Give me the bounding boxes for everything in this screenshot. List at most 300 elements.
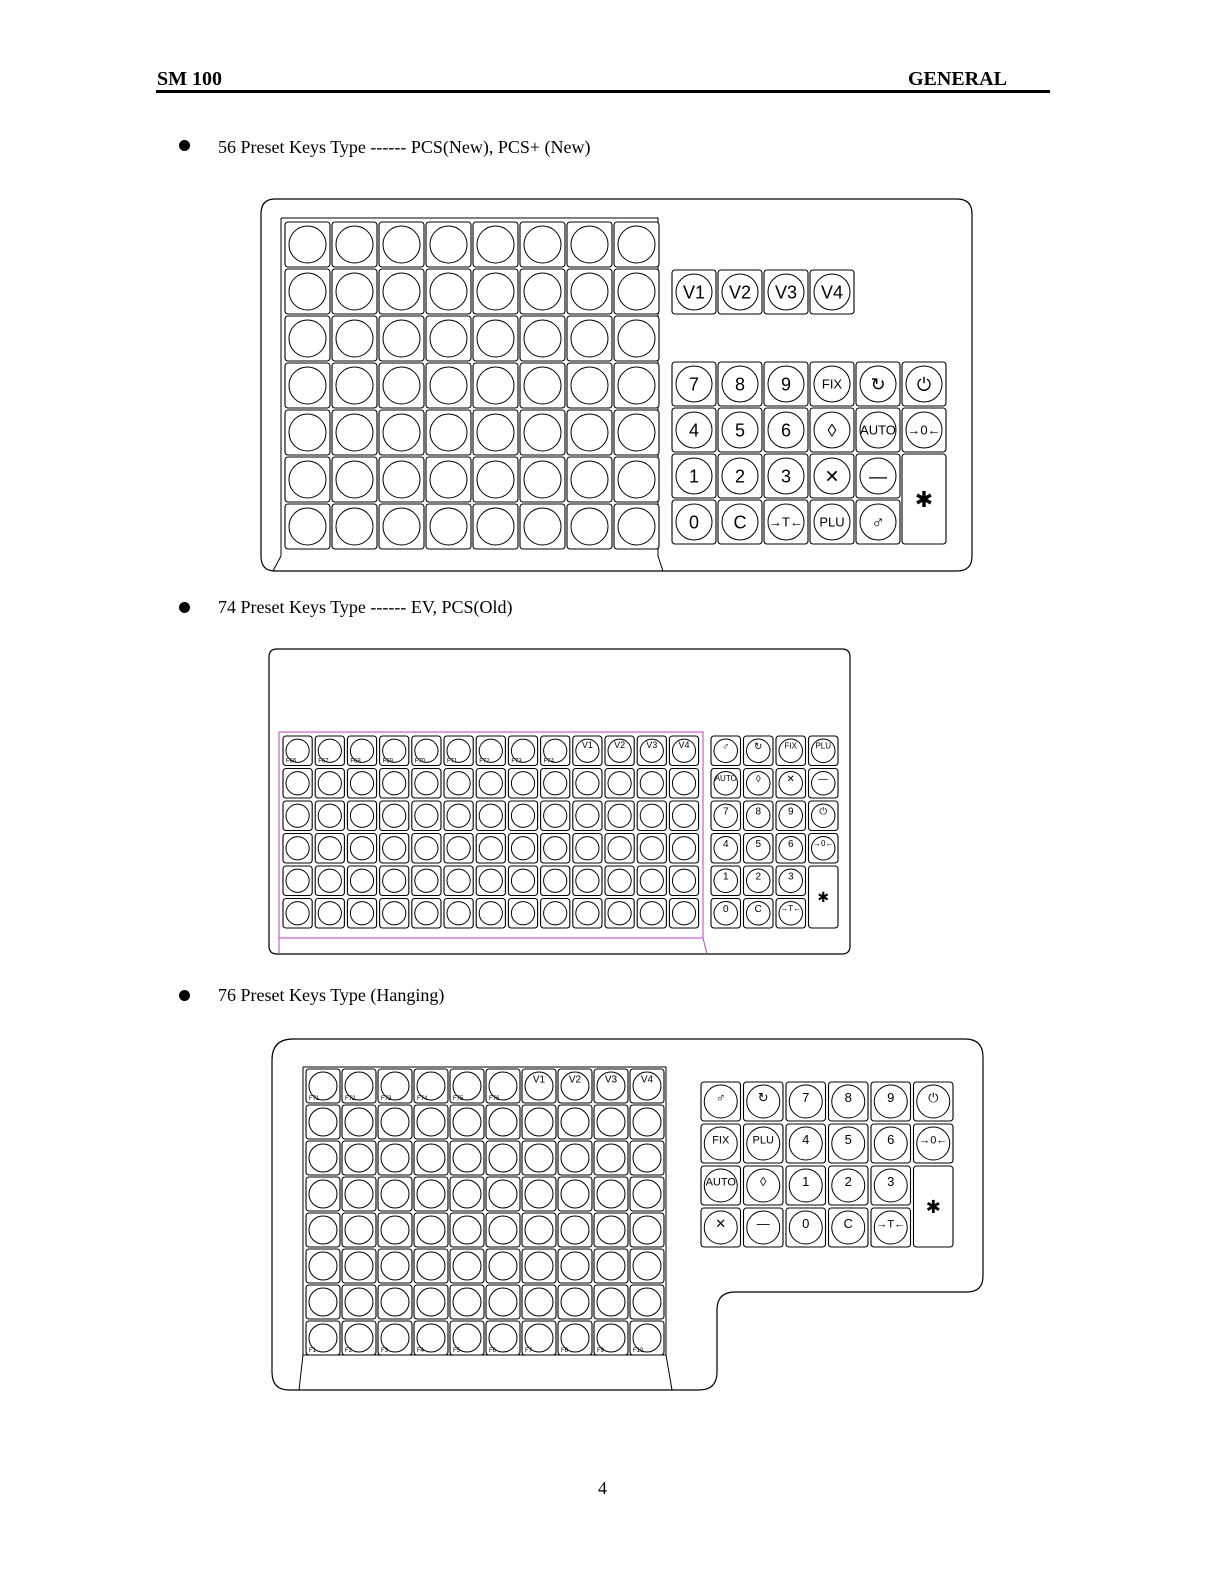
- clear-key[interactable]: [829, 1208, 869, 1247]
- power-key[interactable]: [914, 1082, 954, 1121]
- preset-key[interactable]: [605, 834, 634, 864]
- key-v3[interactable]: [594, 1069, 628, 1103]
- preset-key[interactable]: [522, 1285, 556, 1319]
- preset-key[interactable]: [486, 1141, 520, 1175]
- preset-key[interactable]: [573, 899, 602, 929]
- preset-key[interactable]: [508, 801, 537, 831]
- preset-key[interactable]: [414, 1285, 448, 1319]
- key-3[interactable]: [871, 1166, 911, 1205]
- preset-key[interactable]: [315, 866, 344, 896]
- preset-key[interactable]: [567, 410, 612, 455]
- preset-key[interactable]: [283, 866, 312, 896]
- page-number: 4: [598, 1478, 607, 1498]
- preset-key[interactable]: [558, 1321, 592, 1355]
- preset-key[interactable]: [380, 769, 409, 799]
- preset-key[interactable]: [380, 736, 409, 766]
- preset-key[interactable]: [444, 736, 473, 766]
- preset-key[interactable]: [567, 316, 612, 361]
- preset-key[interactable]: [558, 1285, 592, 1319]
- preset-key[interactable]: [573, 866, 602, 896]
- prepack-key[interactable]: [810, 408, 854, 452]
- preset-key[interactable]: [630, 1213, 664, 1247]
- multiply-key[interactable]: [810, 454, 854, 498]
- preset-key[interactable]: [414, 1069, 448, 1103]
- key-8[interactable]: [744, 801, 774, 831]
- preset-key[interactable]: [567, 457, 612, 502]
- preset-key[interactable]: [541, 736, 570, 766]
- preset-key[interactable]: [378, 1249, 412, 1283]
- key-2[interactable]: [718, 454, 762, 498]
- preset-key[interactable]: [594, 1141, 628, 1175]
- preset-key[interactable]: [285, 504, 330, 549]
- fix-key[interactable]: [810, 362, 854, 406]
- key-1[interactable]: [711, 866, 741, 896]
- clear-key[interactable]: [744, 899, 774, 929]
- preset-key[interactable]: [426, 363, 471, 408]
- preset-key[interactable]: [379, 504, 424, 549]
- preset-key[interactable]: [573, 834, 602, 864]
- preset-key[interactable]: [486, 1177, 520, 1211]
- tare-key[interactable]: [776, 899, 806, 929]
- preset-key[interactable]: [614, 222, 659, 267]
- preset-key[interactable]: [306, 1105, 340, 1139]
- key-2[interactable]: [829, 1166, 869, 1205]
- key-v2[interactable]: [718, 270, 762, 314]
- preset-key[interactable]: [285, 316, 330, 361]
- key-0[interactable]: [786, 1208, 826, 1247]
- preset-key[interactable]: [473, 504, 518, 549]
- zero-key[interactable]: [902, 408, 946, 452]
- preset-key[interactable]: [522, 1213, 556, 1247]
- key-0[interactable]: [711, 899, 741, 929]
- preset-key[interactable]: [379, 363, 424, 408]
- preset-key[interactable]: [285, 457, 330, 502]
- preset-key[interactable]: [605, 769, 634, 799]
- preset-key[interactable]: [380, 801, 409, 831]
- preset-key[interactable]: [414, 1213, 448, 1247]
- preset-key[interactable]: [486, 1069, 520, 1103]
- preset-key[interactable]: [567, 222, 612, 267]
- minus-key[interactable]: [856, 454, 900, 498]
- preset-key[interactable]: [332, 316, 377, 361]
- print-key[interactable]: [809, 866, 839, 928]
- preset-key[interactable]: [444, 834, 473, 864]
- prepack-key[interactable]: [744, 769, 774, 799]
- preset-key[interactable]: [315, 834, 344, 864]
- preset-key[interactable]: [450, 1105, 484, 1139]
- preset-key[interactable]: [567, 504, 612, 549]
- key-number-label: F67: [318, 758, 329, 765]
- preset-key[interactable]: [541, 769, 570, 799]
- preset-key[interactable]: [342, 1177, 376, 1211]
- preset-key[interactable]: [412, 834, 441, 864]
- preset-key[interactable]: [450, 1213, 484, 1247]
- preset-key[interactable]: [630, 1105, 664, 1139]
- preset-key[interactable]: [315, 769, 344, 799]
- recall-key[interactable]: [744, 1082, 784, 1121]
- preset-key[interactable]: [285, 269, 330, 314]
- preset-key[interactable]: [342, 1213, 376, 1247]
- preset-key[interactable]: [476, 736, 505, 766]
- preset-key[interactable]: [414, 1177, 448, 1211]
- preset-key[interactable]: [473, 316, 518, 361]
- preset-key[interactable]: [444, 801, 473, 831]
- preset-key[interactable]: [315, 899, 344, 929]
- preset-key[interactable]: [283, 801, 312, 831]
- preset-key[interactable]: [444, 769, 473, 799]
- preset-key[interactable]: [332, 410, 377, 455]
- clear-key[interactable]: [718, 500, 762, 544]
- preset-key[interactable]: [426, 410, 471, 455]
- preset-key[interactable]: [637, 834, 666, 864]
- preset-key[interactable]: [473, 410, 518, 455]
- preset-key[interactable]: [476, 801, 505, 831]
- preset-key[interactable]: [594, 1177, 628, 1211]
- preset-key[interactable]: [380, 866, 409, 896]
- preset-key[interactable]: [522, 1249, 556, 1283]
- minus-key[interactable]: [809, 769, 839, 799]
- key-9[interactable]: [776, 801, 806, 831]
- preset-key[interactable]: [450, 1069, 484, 1103]
- preset-key[interactable]: [558, 1249, 592, 1283]
- preset-key[interactable]: [285, 410, 330, 455]
- plu-key[interactable]: [810, 500, 854, 544]
- key-7[interactable]: [786, 1082, 826, 1121]
- preset-key[interactable]: [508, 736, 537, 766]
- key-6[interactable]: [871, 1124, 911, 1163]
- print-key[interactable]: [902, 454, 946, 544]
- preset-key[interactable]: [594, 1285, 628, 1319]
- key-9[interactable]: [764, 362, 808, 406]
- preset-key[interactable]: [522, 1321, 556, 1355]
- preset-key[interactable]: [558, 1213, 592, 1247]
- preset-key[interactable]: [520, 363, 565, 408]
- preset-key[interactable]: [522, 1105, 556, 1139]
- preset-key[interactable]: [283, 899, 312, 929]
- preset-key[interactable]: [669, 769, 698, 799]
- preset-key[interactable]: [473, 222, 518, 267]
- preset-key[interactable]: [486, 1105, 520, 1139]
- preset-key[interactable]: [444, 899, 473, 929]
- preset-key[interactable]: [412, 899, 441, 929]
- preset-key[interactable]: [426, 457, 471, 502]
- key-label: ◊: [760, 1174, 767, 1190]
- preset-key[interactable]: [347, 769, 376, 799]
- preset-key[interactable]: [332, 457, 377, 502]
- key-v2[interactable]: [558, 1069, 592, 1103]
- preset-key[interactable]: [594, 1321, 628, 1355]
- key-1[interactable]: [786, 1166, 826, 1205]
- preset-key[interactable]: [614, 457, 659, 502]
- preset-key[interactable]: [378, 1069, 412, 1103]
- preset-key[interactable]: [614, 410, 659, 455]
- preset-key[interactable]: [342, 1069, 376, 1103]
- preset-key[interactable]: [332, 504, 377, 549]
- preset-key[interactable]: [558, 1105, 592, 1139]
- preset-key[interactable]: [508, 834, 537, 864]
- key-8[interactable]: [718, 362, 762, 406]
- header-section: GENERAL: [908, 68, 1007, 90]
- key-v3[interactable]: [764, 270, 808, 314]
- preset-key[interactable]: [486, 1249, 520, 1283]
- preset-key[interactable]: [283, 769, 312, 799]
- preset-key[interactable]: [306, 1177, 340, 1211]
- prepack-key[interactable]: [744, 1166, 784, 1205]
- preset-key[interactable]: [541, 899, 570, 929]
- preset-key[interactable]: [450, 1177, 484, 1211]
- preset-key[interactable]: [558, 1141, 592, 1175]
- preset-key[interactable]: [414, 1249, 448, 1283]
- preset-key[interactable]: [426, 316, 471, 361]
- preset-key[interactable]: [285, 222, 330, 267]
- preset-key[interactable]: [412, 801, 441, 831]
- preset-key[interactable]: [573, 769, 602, 799]
- key-5[interactable]: [718, 408, 762, 452]
- key-label: →T←: [780, 904, 802, 914]
- preset-key[interactable]: [315, 736, 344, 766]
- preset-key[interactable]: [444, 866, 473, 896]
- preset-key[interactable]: [426, 504, 471, 549]
- preset-key[interactable]: [450, 1141, 484, 1175]
- plu-key[interactable]: [809, 736, 839, 766]
- preset-key[interactable]: [508, 769, 537, 799]
- key-3[interactable]: [764, 454, 808, 498]
- preset-key[interactable]: [379, 410, 424, 455]
- preset-key[interactable]: [669, 866, 698, 896]
- key-v1[interactable]: [522, 1069, 556, 1103]
- preset-key[interactable]: [347, 834, 376, 864]
- preset-key[interactable]: [630, 1177, 664, 1211]
- preset-key[interactable]: [283, 736, 312, 766]
- preset-key[interactable]: [332, 269, 377, 314]
- preset-key[interactable]: [380, 834, 409, 864]
- preset-key[interactable]: [605, 801, 634, 831]
- key-6[interactable]: [776, 834, 806, 864]
- preset-key[interactable]: [669, 801, 698, 831]
- key-4[interactable]: [786, 1124, 826, 1163]
- power-key[interactable]: [902, 362, 946, 406]
- key-number-label: F74: [417, 1096, 428, 1102]
- preset-key[interactable]: [630, 1285, 664, 1319]
- preset-key[interactable]: [637, 801, 666, 831]
- keyboard-76-function-keys: [701, 1082, 953, 1247]
- key-5[interactable]: [744, 834, 774, 864]
- preset-key[interactable]: [315, 801, 344, 831]
- preset-key[interactable]: [414, 1105, 448, 1139]
- preset-key[interactable]: [476, 866, 505, 896]
- preset-key[interactable]: [342, 1141, 376, 1175]
- key-v1[interactable]: [672, 270, 716, 314]
- preset-key[interactable]: [520, 222, 565, 267]
- preset-key[interactable]: [379, 457, 424, 502]
- preset-key[interactable]: [342, 1321, 376, 1355]
- key-1[interactable]: [672, 454, 716, 498]
- key-label: 6: [787, 838, 794, 850]
- preset-key[interactable]: [476, 769, 505, 799]
- tare-key[interactable]: [764, 500, 808, 544]
- preset-key[interactable]: [476, 899, 505, 929]
- preset-key[interactable]: [306, 1285, 340, 1319]
- preset-key[interactable]: [283, 834, 312, 864]
- preset-key[interactable]: [637, 899, 666, 929]
- key-0[interactable]: [672, 500, 716, 544]
- key-5[interactable]: [829, 1124, 869, 1163]
- preset-key[interactable]: [332, 222, 377, 267]
- key-4[interactable]: [672, 408, 716, 452]
- preset-key[interactable]: [669, 834, 698, 864]
- key-v4[interactable]: [630, 1069, 664, 1103]
- tare-key[interactable]: [871, 1208, 911, 1247]
- preset-key[interactable]: [347, 899, 376, 929]
- preset-key[interactable]: [594, 1249, 628, 1283]
- preset-key[interactable]: [520, 269, 565, 314]
- gender-key[interactable]: [711, 736, 741, 766]
- preset-key[interactable]: [285, 363, 330, 408]
- preset-key[interactable]: [630, 1249, 664, 1283]
- preset-key[interactable]: [605, 866, 634, 896]
- preset-key[interactable]: [347, 801, 376, 831]
- multiply-key[interactable]: [701, 1208, 741, 1247]
- preset-key[interactable]: [614, 363, 659, 408]
- preset-key[interactable]: [614, 316, 659, 361]
- key-4[interactable]: [711, 834, 741, 864]
- preset-key[interactable]: [332, 363, 377, 408]
- preset-key[interactable]: [378, 1285, 412, 1319]
- preset-key[interactable]: [378, 1321, 412, 1355]
- keyboard-74-function-keys: [711, 736, 838, 928]
- preset-key[interactable]: [473, 457, 518, 502]
- preset-key[interactable]: [379, 316, 424, 361]
- preset-key[interactable]: [347, 866, 376, 896]
- preset-key[interactable]: [306, 1321, 340, 1355]
- preset-key[interactable]: [573, 801, 602, 831]
- preset-key[interactable]: [473, 269, 518, 314]
- preset-key[interactable]: [342, 1105, 376, 1139]
- fix-key[interactable]: [776, 736, 806, 766]
- preset-key[interactable]: [412, 866, 441, 896]
- preset-key[interactable]: [414, 1141, 448, 1175]
- print-key[interactable]: [914, 1166, 954, 1247]
- recall-key[interactable]: [744, 736, 774, 766]
- fix-key[interactable]: [701, 1124, 741, 1163]
- preset-key[interactable]: [426, 269, 471, 314]
- preset-key[interactable]: [473, 363, 518, 408]
- preset-key[interactable]: [379, 269, 424, 314]
- preset-key[interactable]: [520, 504, 565, 549]
- key-3[interactable]: [776, 866, 806, 896]
- gender-key[interactable]: [701, 1082, 741, 1121]
- preset-key[interactable]: [426, 222, 471, 267]
- auto-key[interactable]: [711, 769, 741, 799]
- key-7[interactable]: [672, 362, 716, 406]
- preset-key[interactable]: [508, 866, 537, 896]
- preset-key[interactable]: [520, 457, 565, 502]
- preset-key[interactable]: [558, 1177, 592, 1211]
- preset-key[interactable]: [342, 1285, 376, 1319]
- preset-key[interactable]: [567, 269, 612, 314]
- preset-key[interactable]: [306, 1141, 340, 1175]
- preset-key[interactable]: [412, 769, 441, 799]
- preset-key[interactable]: [450, 1249, 484, 1283]
- key-v4[interactable]: [810, 270, 854, 314]
- preset-key[interactable]: [450, 1285, 484, 1319]
- preset-key[interactable]: [605, 899, 634, 929]
- key-v1[interactable]: [573, 736, 602, 766]
- preset-key[interactable]: [486, 1213, 520, 1247]
- preset-key[interactable]: [476, 834, 505, 864]
- key-label: 3: [787, 871, 794, 883]
- key-7[interactable]: [711, 801, 741, 831]
- preset-key[interactable]: [380, 899, 409, 929]
- preset-key[interactable]: [412, 736, 441, 766]
- preset-key[interactable]: [306, 1069, 340, 1103]
- preset-key[interactable]: [630, 1141, 664, 1175]
- preset-key[interactable]: [567, 363, 612, 408]
- preset-key[interactable]: [486, 1285, 520, 1319]
- preset-key[interactable]: [594, 1105, 628, 1139]
- recall-key[interactable]: [856, 362, 900, 406]
- preset-key[interactable]: [637, 866, 666, 896]
- preset-key[interactable]: [378, 1213, 412, 1247]
- preset-key[interactable]: [614, 504, 659, 549]
- key-label: 5: [844, 1132, 852, 1148]
- preset-key[interactable]: [378, 1177, 412, 1211]
- minus-key[interactable]: [744, 1208, 784, 1247]
- preset-key[interactable]: [520, 410, 565, 455]
- auto-key[interactable]: [856, 408, 900, 452]
- zero-key[interactable]: [809, 834, 839, 864]
- preset-key[interactable]: [541, 834, 570, 864]
- preset-key[interactable]: [522, 1141, 556, 1175]
- preset-key[interactable]: [379, 222, 424, 267]
- key-6[interactable]: [764, 408, 808, 452]
- preset-key[interactable]: [414, 1321, 448, 1355]
- plu-key[interactable]: [744, 1124, 784, 1163]
- preset-key[interactable]: [669, 899, 698, 929]
- preset-key[interactable]: [378, 1141, 412, 1175]
- power-key[interactable]: [809, 801, 839, 831]
- gender-key[interactable]: [856, 500, 900, 544]
- key-label: 8: [755, 806, 762, 818]
- key-v3[interactable]: [637, 736, 666, 766]
- key-2[interactable]: [744, 866, 774, 896]
- preset-key[interactable]: [378, 1105, 412, 1139]
- preset-key[interactable]: [541, 801, 570, 831]
- zero-key[interactable]: [914, 1124, 954, 1163]
- key-v2[interactable]: [605, 736, 634, 766]
- multiply-key[interactable]: [776, 769, 806, 799]
- preset-key[interactable]: [630, 1321, 664, 1355]
- key-8[interactable]: [829, 1082, 869, 1121]
- preset-key[interactable]: [306, 1249, 340, 1283]
- preset-key[interactable]: [520, 316, 565, 361]
- preset-key[interactable]: [522, 1177, 556, 1211]
- preset-key[interactable]: [306, 1213, 340, 1247]
- key-v4[interactable]: [669, 736, 698, 766]
- preset-key[interactable]: [614, 269, 659, 314]
- preset-key[interactable]: [347, 736, 376, 766]
- preset-key[interactable]: [541, 866, 570, 896]
- key-label: 0: [688, 512, 700, 533]
- preset-key[interactable]: [342, 1249, 376, 1283]
- key-9[interactable]: [871, 1082, 911, 1121]
- preset-key[interactable]: [486, 1321, 520, 1355]
- preset-key[interactable]: [637, 769, 666, 799]
- preset-key[interactable]: [450, 1321, 484, 1355]
- preset-key[interactable]: [508, 899, 537, 929]
- auto-key[interactable]: [701, 1166, 741, 1205]
- preset-key[interactable]: [594, 1213, 628, 1247]
